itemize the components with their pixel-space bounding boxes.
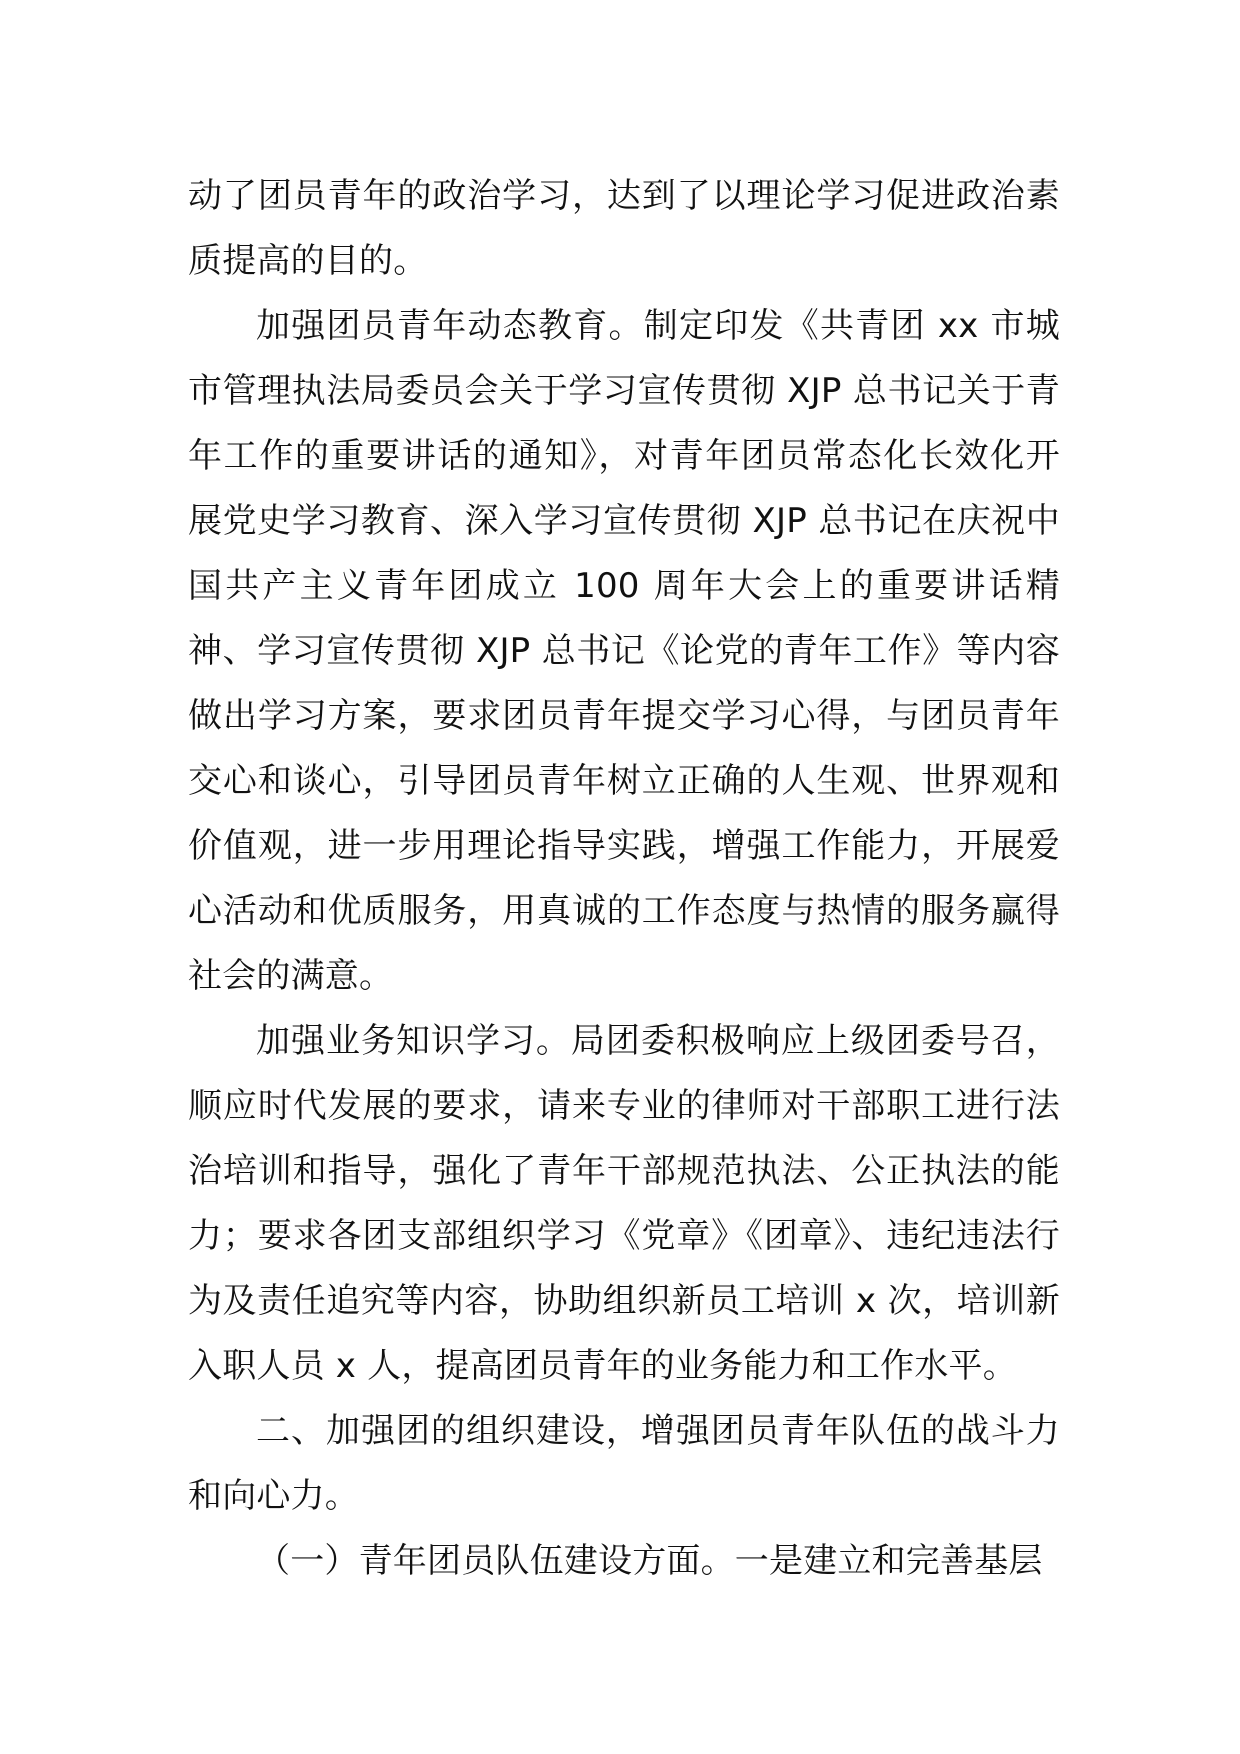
document-body bbox=[188, 164, 1060, 1594]
paragraph-continuation: 动了团员青年的政治学习，达到了以理论学习促进政治素质提高的目的。 bbox=[188, 176, 1060, 281]
paragraph-business-knowledge: 加强业务知识学习。局团委积极响应上级团委号召，顺应时代发展的要求，请来专业的律师对干部职工进行法治培训和指导，强化了青年干部规范执法、公正执法的能力；要求各团支部组织学习《党章》《团章》、违纪违法行为及责任追究等内容，协助组织新员工培训 x 次，培训新入职人员 x 人，提高团员青年的业务能力和工作水平。 bbox=[188, 1021, 1060, 1386]
paragraph-team-building: （一）青年团员队伍建设方面。一是建立和完善基层 bbox=[256, 1541, 1043, 1581]
section-heading-organization: 二、加强团的组织建设，增强团员青年队伍的战斗力和向心力。 bbox=[188, 1411, 1060, 1516]
paragraph-dynamic-education: 加强团员青年动态教育。制定印发《共青团 xx 市城市管理执法局委员会关于学习宣传贯彻 XJP 总书记关于青年工作的重要讲话的通知》，对青年团员常态化长效化开展党史学习教育、深入学习宣传贯彻 XJP 总书记在庆祝中国共产主义青年团成立 100 周年大会上的重要讲话精神、学习宣传贯彻 XJP 总书记《论党的青年工作》等内容做出学习方案，要求团员青年提交学习心得，与团员青年交心和谈心，引导团员青年树立正确的人生观、世界观和价值观，进一步用理论指导实践，增强工作能力，开展爱心活动和优质服务，用真诚的工作态度与热情的服务赢得社会的满意。 bbox=[188, 306, 1060, 996]
